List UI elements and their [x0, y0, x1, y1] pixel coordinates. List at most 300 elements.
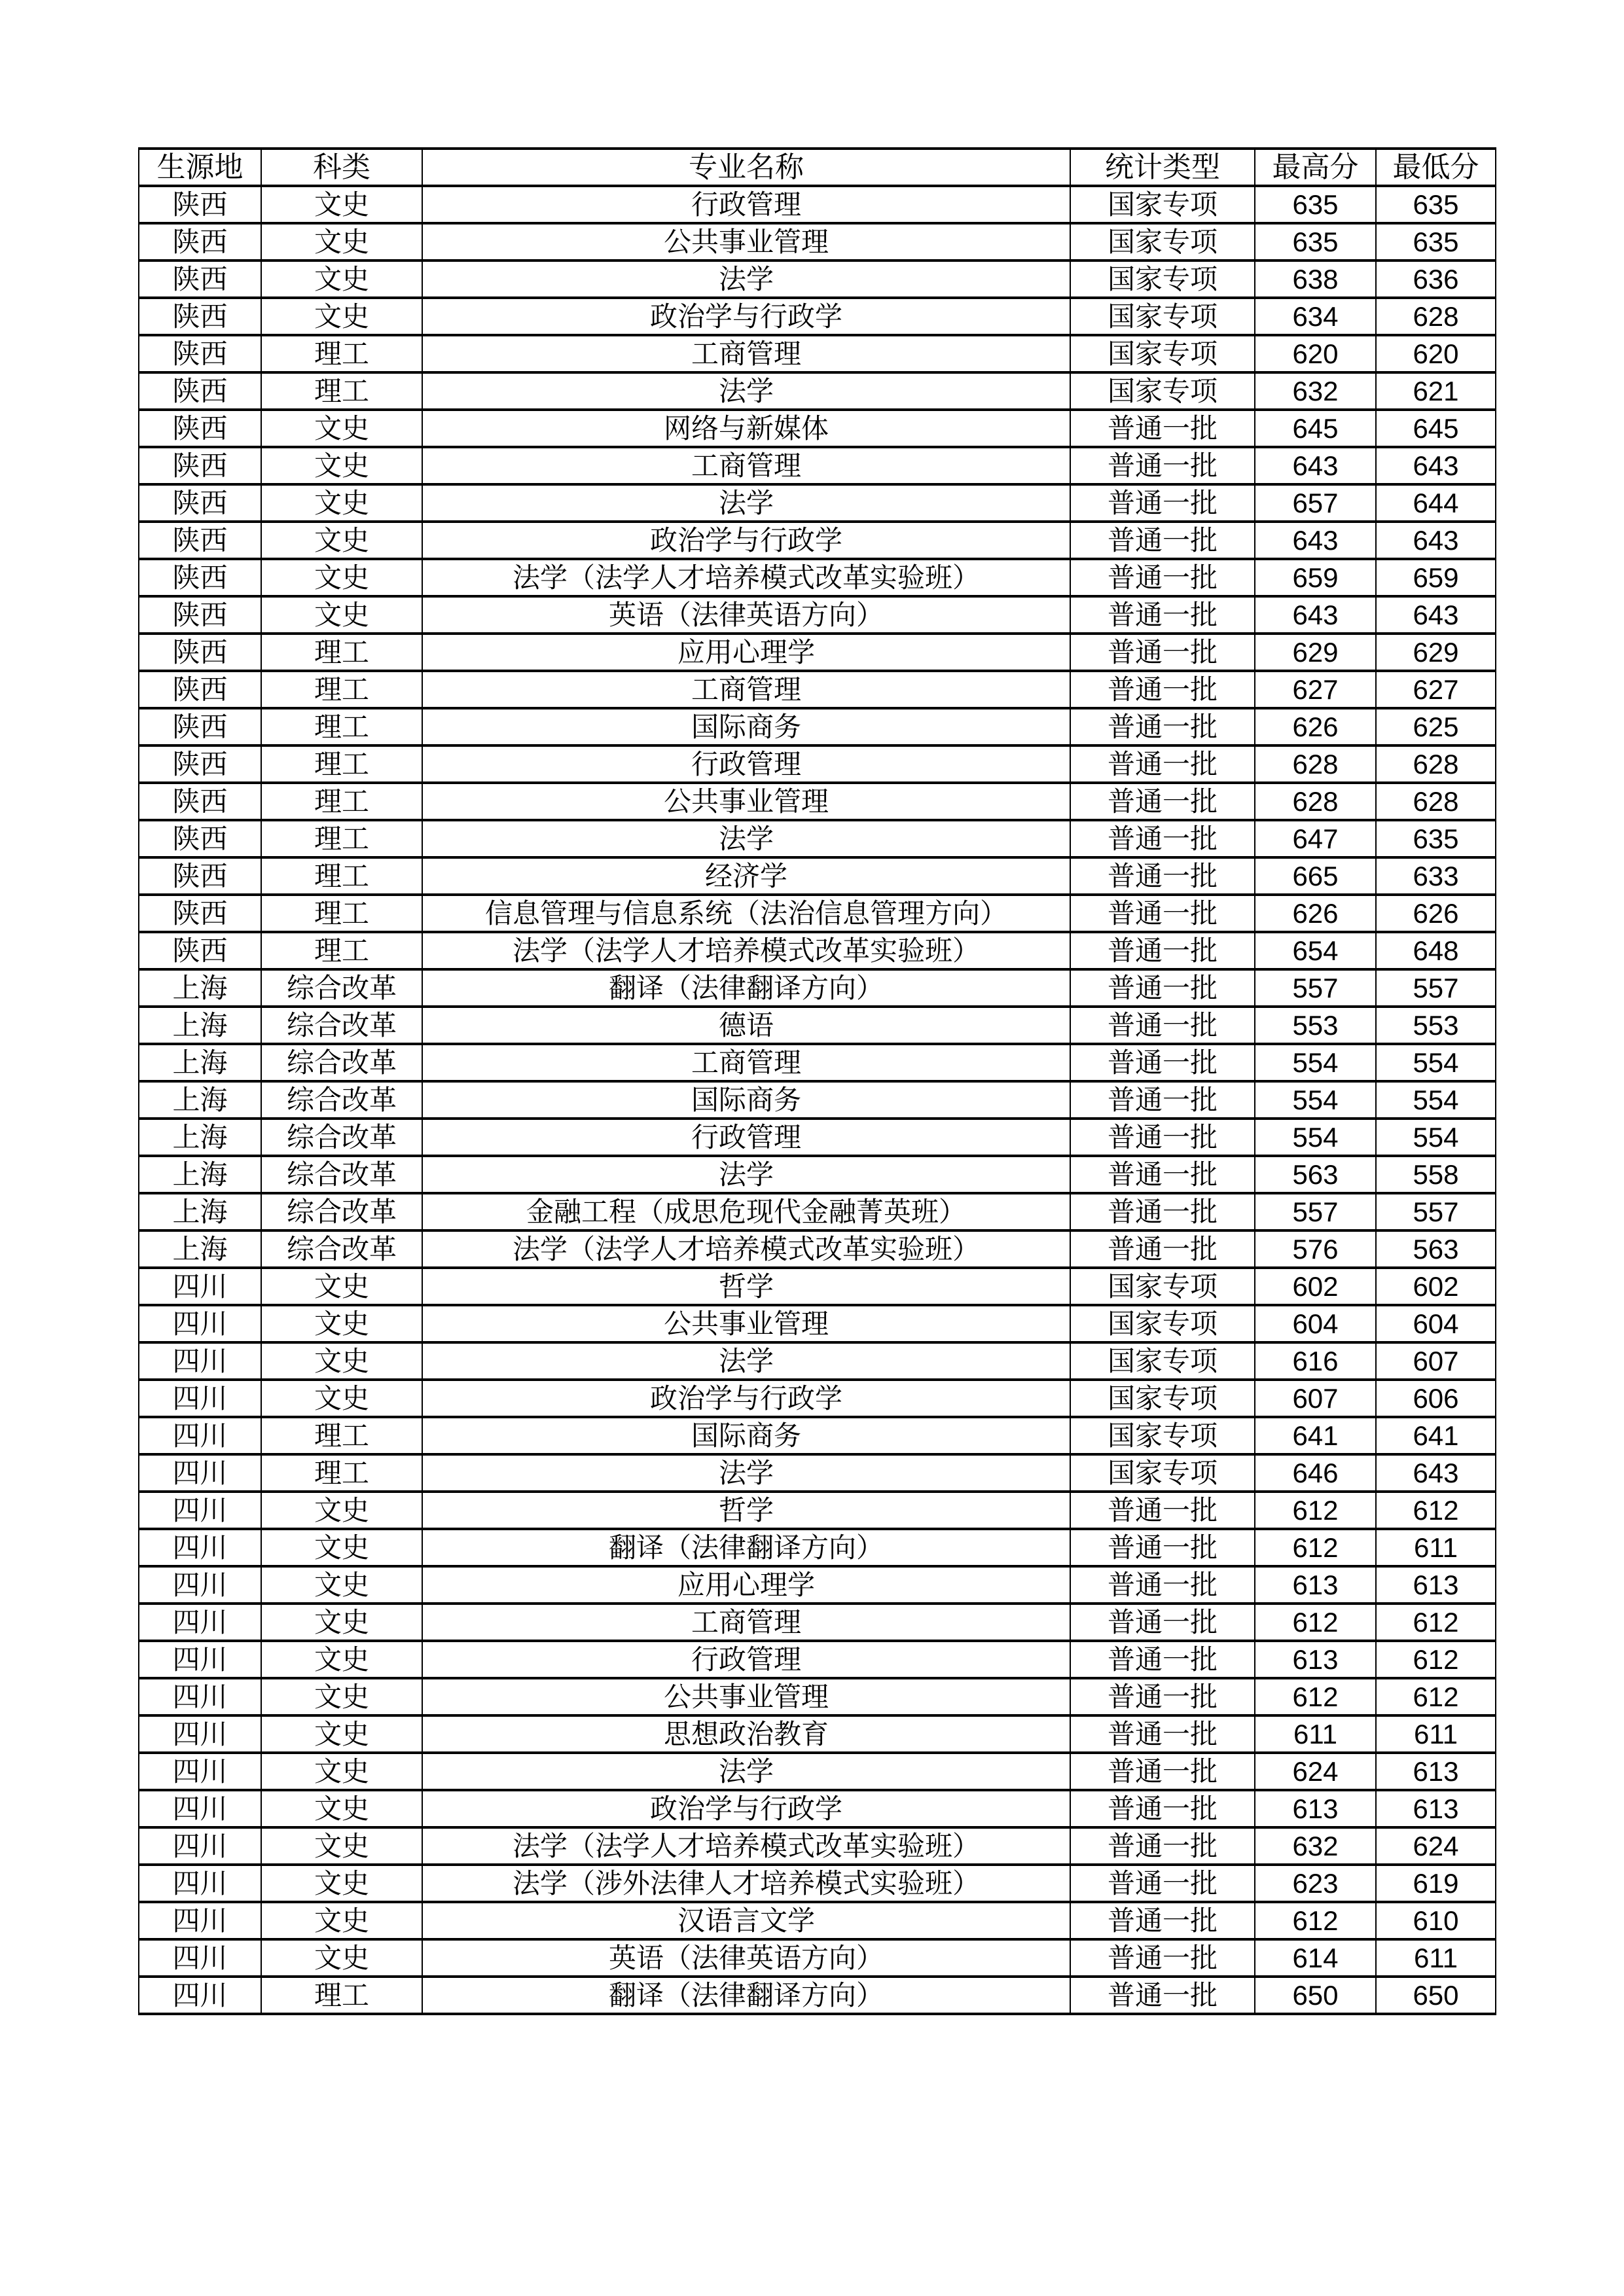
max-score-cell: 643: [1255, 522, 1376, 559]
max-score-cell: 665: [1255, 857, 1376, 895]
stat-type-cell: 普通一批: [1070, 820, 1255, 857]
max-score-cell: 623: [1255, 1865, 1376, 1902]
category-cell: 理工: [261, 671, 422, 708]
origin-cell: 四川: [139, 1939, 261, 1977]
category-cell: 理工: [261, 708, 422, 745]
max-score-cell: 554: [1255, 1081, 1376, 1119]
max-score-cell: 620: [1255, 335, 1376, 372]
min-score-cell: 635: [1376, 223, 1496, 260]
table-row: [139, 260, 1496, 298]
max-score-cell: 626: [1255, 708, 1376, 745]
header-major: 专业名称: [422, 149, 1070, 186]
major-cell: 思想政治教育: [422, 1715, 1070, 1753]
origin-cell: 陕西: [139, 820, 261, 857]
table-row: [139, 1119, 1496, 1156]
min-score-cell: 554: [1376, 1119, 1496, 1156]
stat-type-cell: 普通一批: [1070, 1939, 1255, 1977]
stat-type-cell: 普通一批: [1070, 708, 1255, 745]
min-score-cell: 628: [1376, 745, 1496, 783]
max-score-cell: 632: [1255, 1827, 1376, 1865]
table-row: [139, 1753, 1496, 1790]
table-row: [139, 298, 1496, 335]
category-cell: 理工: [261, 1454, 422, 1492]
major-cell: 法学: [422, 372, 1070, 410]
origin-cell: 陕西: [139, 484, 261, 522]
stat-type-cell: 国家专项: [1070, 1268, 1255, 1305]
table-row: [139, 671, 1496, 708]
category-cell: 综合改革: [261, 1081, 422, 1119]
max-score-cell: 659: [1255, 559, 1376, 596]
header-stat-type: 统计类型: [1070, 149, 1255, 186]
min-score-cell: 612: [1376, 1492, 1496, 1529]
table-row: [139, 1529, 1496, 1566]
stat-type-cell: 普通一批: [1070, 745, 1255, 783]
table-row: [139, 1641, 1496, 1678]
origin-cell: 陕西: [139, 522, 261, 559]
stat-type-cell: 国家专项: [1070, 223, 1255, 260]
major-cell: 翻译（法律翻译方向）: [422, 1529, 1070, 1566]
table-row: [139, 484, 1496, 522]
origin-cell: 陕西: [139, 298, 261, 335]
table-row: [139, 186, 1496, 223]
min-score-cell: 644: [1376, 484, 1496, 522]
table-row: [139, 1342, 1496, 1380]
min-score-cell: 612: [1376, 1604, 1496, 1641]
max-score-cell: 629: [1255, 634, 1376, 671]
min-score-cell: 621: [1376, 372, 1496, 410]
min-score-cell: 554: [1376, 1044, 1496, 1081]
stat-type-cell: 普通一批: [1070, 857, 1255, 895]
max-score-cell: 635: [1255, 223, 1376, 260]
min-score-cell: 635: [1376, 186, 1496, 223]
major-cell: 行政管理: [422, 1119, 1070, 1156]
stat-type-cell: 普通一批: [1070, 1566, 1255, 1604]
max-score-cell: 613: [1255, 1566, 1376, 1604]
min-score-cell: 612: [1376, 1678, 1496, 1715]
origin-cell: 陕西: [139, 745, 261, 783]
min-score-cell: 635: [1376, 820, 1496, 857]
min-score-cell: 613: [1376, 1566, 1496, 1604]
origin-cell: 四川: [139, 1566, 261, 1604]
table-row: [139, 1268, 1496, 1305]
major-cell: 行政管理: [422, 745, 1070, 783]
max-score-cell: 604: [1255, 1305, 1376, 1342]
category-cell: 文史: [261, 1305, 422, 1342]
origin-cell: 上海: [139, 1081, 261, 1119]
max-score-cell: 613: [1255, 1790, 1376, 1827]
origin-cell: 上海: [139, 1156, 261, 1193]
max-score-cell: 632: [1255, 372, 1376, 410]
category-cell: 文史: [261, 1604, 422, 1641]
origin-cell: 四川: [139, 1417, 261, 1454]
major-cell: 英语（法律英语方向）: [422, 596, 1070, 634]
table-row: [139, 223, 1496, 260]
category-cell: 文史: [261, 186, 422, 223]
category-cell: 理工: [261, 745, 422, 783]
stat-type-cell: 普通一批: [1070, 484, 1255, 522]
major-cell: 哲学: [422, 1492, 1070, 1529]
table-row: [139, 1230, 1496, 1268]
category-cell: 文史: [261, 1641, 422, 1678]
origin-cell: 上海: [139, 1193, 261, 1230]
major-cell: 政治学与行政学: [422, 1790, 1070, 1827]
min-score-cell: 612: [1376, 1641, 1496, 1678]
stat-type-cell: 普通一批: [1070, 559, 1255, 596]
major-cell: 金融工程（成思危现代金融菁英班）: [422, 1193, 1070, 1230]
table-header-row: [139, 149, 1496, 186]
major-cell: 法学（法学人才培养模式改革实验班）: [422, 559, 1070, 596]
category-cell: 文史: [261, 1342, 422, 1380]
major-cell: 法学（法学人才培养模式改革实验班）: [422, 1827, 1070, 1865]
max-score-cell: 645: [1255, 410, 1376, 447]
stat-type-cell: 普通一批: [1070, 1007, 1255, 1044]
stat-type-cell: 普通一批: [1070, 522, 1255, 559]
category-cell: 综合改革: [261, 1230, 422, 1268]
max-score-cell: 557: [1255, 1193, 1376, 1230]
min-score-cell: 554: [1376, 1081, 1496, 1119]
origin-cell: 陕西: [139, 186, 261, 223]
category-cell: 理工: [261, 1977, 422, 2014]
stat-type-cell: 普通一批: [1070, 1641, 1255, 1678]
major-cell: 国际商务: [422, 708, 1070, 745]
major-cell: 法学: [422, 820, 1070, 857]
category-cell: 综合改革: [261, 1007, 422, 1044]
max-score-cell: 576: [1255, 1230, 1376, 1268]
stat-type-cell: 国家专项: [1070, 1380, 1255, 1417]
table-row: [139, 1007, 1496, 1044]
min-score-cell: 558: [1376, 1156, 1496, 1193]
origin-cell: 四川: [139, 1641, 261, 1678]
table-row: [139, 1081, 1496, 1119]
max-score-cell: 614: [1255, 1939, 1376, 1977]
max-score-cell: 643: [1255, 447, 1376, 484]
table-row: [139, 1380, 1496, 1417]
major-cell: 工商管理: [422, 1604, 1070, 1641]
major-cell: 法学: [422, 1753, 1070, 1790]
category-cell: 理工: [261, 857, 422, 895]
stat-type-cell: 普通一批: [1070, 1604, 1255, 1641]
major-cell: 公共事业管理: [422, 223, 1070, 260]
category-cell: 文史: [261, 1529, 422, 1566]
max-score-cell: 612: [1255, 1902, 1376, 1939]
stat-type-cell: 国家专项: [1070, 372, 1255, 410]
min-score-cell: 619: [1376, 1865, 1496, 1902]
category-cell: 文史: [261, 410, 422, 447]
table-row: [139, 969, 1496, 1007]
max-score-cell: 646: [1255, 1454, 1376, 1492]
origin-cell: 四川: [139, 1790, 261, 1827]
table-row: [139, 596, 1496, 634]
table-row: [139, 1305, 1496, 1342]
min-score-cell: 604: [1376, 1305, 1496, 1342]
category-cell: 文史: [261, 522, 422, 559]
origin-cell: 四川: [139, 1977, 261, 2014]
origin-cell: 陕西: [139, 783, 261, 820]
stat-type-cell: 普通一批: [1070, 1230, 1255, 1268]
major-cell: 国际商务: [422, 1081, 1070, 1119]
max-score-cell: 557: [1255, 969, 1376, 1007]
max-score-cell: 654: [1255, 932, 1376, 969]
max-score-cell: 616: [1255, 1342, 1376, 1380]
origin-cell: 四川: [139, 1753, 261, 1790]
stat-type-cell: 普通一批: [1070, 447, 1255, 484]
category-cell: 文史: [261, 1715, 422, 1753]
origin-cell: 陕西: [139, 932, 261, 969]
category-cell: 理工: [261, 895, 422, 932]
origin-cell: 四川: [139, 1492, 261, 1529]
origin-cell: 陕西: [139, 559, 261, 596]
origin-cell: 四川: [139, 1715, 261, 1753]
origin-cell: 四川: [139, 1342, 261, 1380]
major-cell: 信息管理与信息系统（法治信息管理方向）: [422, 895, 1070, 932]
min-score-cell: 628: [1376, 298, 1496, 335]
min-score-cell: 611: [1376, 1939, 1496, 1977]
stat-type-cell: 普通一批: [1070, 1678, 1255, 1715]
category-cell: 文史: [261, 484, 422, 522]
min-score-cell: 624: [1376, 1827, 1496, 1865]
min-score-cell: 643: [1376, 596, 1496, 634]
origin-cell: 陕西: [139, 335, 261, 372]
max-score-cell: 626: [1255, 895, 1376, 932]
table-row: [139, 708, 1496, 745]
table-row: [139, 1939, 1496, 1977]
category-cell: 文史: [261, 298, 422, 335]
min-score-cell: 563: [1376, 1230, 1496, 1268]
category-cell: 文史: [261, 1268, 422, 1305]
stat-type-cell: 普通一批: [1070, 671, 1255, 708]
major-cell: 行政管理: [422, 186, 1070, 223]
stat-type-cell: 国家专项: [1070, 335, 1255, 372]
table-row: [139, 410, 1496, 447]
stat-type-cell: 普通一批: [1070, 596, 1255, 634]
major-cell: 政治学与行政学: [422, 522, 1070, 559]
stat-type-cell: 普通一批: [1070, 410, 1255, 447]
origin-cell: 陕西: [139, 895, 261, 932]
table-row: [139, 1902, 1496, 1939]
category-cell: 文史: [261, 1790, 422, 1827]
major-cell: 公共事业管理: [422, 1678, 1070, 1715]
max-score-cell: 563: [1255, 1156, 1376, 1193]
min-score-cell: 607: [1376, 1342, 1496, 1380]
stat-type-cell: 普通一批: [1070, 969, 1255, 1007]
min-score-cell: 557: [1376, 969, 1496, 1007]
max-score-cell: 607: [1255, 1380, 1376, 1417]
category-cell: 理工: [261, 1417, 422, 1454]
max-score-cell: 624: [1255, 1753, 1376, 1790]
category-cell: 综合改革: [261, 969, 422, 1007]
min-score-cell: 606: [1376, 1380, 1496, 1417]
table-row: [139, 1156, 1496, 1193]
header-max-score: 最高分: [1255, 149, 1376, 186]
category-cell: 综合改革: [261, 1119, 422, 1156]
major-cell: 法学（法学人才培养模式改革实验班）: [422, 1230, 1070, 1268]
category-cell: 理工: [261, 783, 422, 820]
major-cell: 工商管理: [422, 335, 1070, 372]
max-score-cell: 657: [1255, 484, 1376, 522]
max-score-cell: 643: [1255, 596, 1376, 634]
stat-type-cell: 普通一批: [1070, 1156, 1255, 1193]
stat-type-cell: 普通一批: [1070, 634, 1255, 671]
table-row: [139, 1044, 1496, 1081]
max-score-cell: 627: [1255, 671, 1376, 708]
table-row: [139, 1827, 1496, 1865]
category-cell: 理工: [261, 634, 422, 671]
major-cell: 法学: [422, 1342, 1070, 1380]
major-cell: 英语（法律英语方向）: [422, 1939, 1070, 1977]
category-cell: 文史: [261, 1827, 422, 1865]
stat-type-cell: 普通一批: [1070, 1081, 1255, 1119]
min-score-cell: 645: [1376, 410, 1496, 447]
origin-cell: 四川: [139, 1865, 261, 1902]
max-score-cell: 612: [1255, 1604, 1376, 1641]
major-cell: 翻译（法律翻译方向）: [422, 969, 1070, 1007]
category-cell: 文史: [261, 1753, 422, 1790]
table-row: [139, 335, 1496, 372]
stat-type-cell: 普通一批: [1070, 1193, 1255, 1230]
stat-type-cell: 普通一批: [1070, 895, 1255, 932]
min-score-cell: 611: [1376, 1529, 1496, 1566]
origin-cell: 上海: [139, 1007, 261, 1044]
table-row: [139, 634, 1496, 671]
table-row: [139, 447, 1496, 484]
stat-type-cell: 普通一批: [1070, 1715, 1255, 1753]
stat-type-cell: 普通一批: [1070, 1753, 1255, 1790]
min-score-cell: 659: [1376, 559, 1496, 596]
min-score-cell: 613: [1376, 1753, 1496, 1790]
min-score-cell: 641: [1376, 1417, 1496, 1454]
min-score-cell: 633: [1376, 857, 1496, 895]
header-origin: 生源地: [139, 149, 261, 186]
admission-scores-table: [138, 147, 1496, 2015]
major-cell: 公共事业管理: [422, 783, 1070, 820]
origin-cell: 陕西: [139, 708, 261, 745]
major-cell: 法学（涉外法律人才培养模式实验班）: [422, 1865, 1070, 1902]
table-row: [139, 1977, 1496, 2014]
category-cell: 文史: [261, 1566, 422, 1604]
max-score-cell: 612: [1255, 1678, 1376, 1715]
table-body: [139, 186, 1496, 2014]
category-cell: 文史: [261, 1902, 422, 1939]
origin-cell: 陕西: [139, 671, 261, 708]
origin-cell: 四川: [139, 1454, 261, 1492]
major-cell: 法学: [422, 1156, 1070, 1193]
header-category: 科类: [261, 149, 422, 186]
table-row: [139, 783, 1496, 820]
min-score-cell: 553: [1376, 1007, 1496, 1044]
major-cell: 翻译（法律翻译方向）: [422, 1977, 1070, 2014]
min-score-cell: 648: [1376, 932, 1496, 969]
table-row: [139, 1678, 1496, 1715]
min-score-cell: 611: [1376, 1715, 1496, 1753]
stat-type-cell: 普通一批: [1070, 1865, 1255, 1902]
stat-type-cell: 普通一批: [1070, 1529, 1255, 1566]
category-cell: 文史: [261, 596, 422, 634]
min-score-cell: 626: [1376, 895, 1496, 932]
origin-cell: 四川: [139, 1268, 261, 1305]
origin-cell: 上海: [139, 1230, 261, 1268]
origin-cell: 四川: [139, 1380, 261, 1417]
stat-type-cell: 国家专项: [1070, 1417, 1255, 1454]
table-row: [139, 1193, 1496, 1230]
major-cell: 公共事业管理: [422, 1305, 1070, 1342]
category-cell: 综合改革: [261, 1156, 422, 1193]
min-score-cell: 610: [1376, 1902, 1496, 1939]
min-score-cell: 636: [1376, 260, 1496, 298]
table-row: [139, 1492, 1496, 1529]
table-row: [139, 857, 1496, 895]
major-cell: 汉语言文学: [422, 1902, 1070, 1939]
major-cell: 法学: [422, 260, 1070, 298]
stat-type-cell: 普通一批: [1070, 1827, 1255, 1865]
table-row: [139, 522, 1496, 559]
stat-type-cell: 普通一批: [1070, 1044, 1255, 1081]
min-score-cell: 602: [1376, 1268, 1496, 1305]
min-score-cell: 628: [1376, 783, 1496, 820]
table-row: [139, 1566, 1496, 1604]
origin-cell: 陕西: [139, 634, 261, 671]
origin-cell: 陕西: [139, 410, 261, 447]
min-score-cell: 629: [1376, 634, 1496, 671]
major-cell: 哲学: [422, 1268, 1070, 1305]
category-cell: 文史: [261, 1492, 422, 1529]
origin-cell: 上海: [139, 1119, 261, 1156]
table-row: [139, 932, 1496, 969]
origin-cell: 四川: [139, 1305, 261, 1342]
stat-type-cell: 国家专项: [1070, 260, 1255, 298]
max-score-cell: 638: [1255, 260, 1376, 298]
max-score-cell: 553: [1255, 1007, 1376, 1044]
stat-type-cell: 国家专项: [1070, 1305, 1255, 1342]
max-score-cell: 613: [1255, 1641, 1376, 1678]
major-cell: 政治学与行政学: [422, 1380, 1070, 1417]
major-cell: 应用心理学: [422, 634, 1070, 671]
category-cell: 综合改革: [261, 1044, 422, 1081]
category-cell: 文史: [261, 1380, 422, 1417]
stat-type-cell: 普通一批: [1070, 783, 1255, 820]
origin-cell: 四川: [139, 1529, 261, 1566]
max-score-cell: 612: [1255, 1492, 1376, 1529]
major-cell: 法学（法学人才培养模式改革实验班）: [422, 932, 1070, 969]
table-row: [139, 1865, 1496, 1902]
category-cell: 文史: [261, 1678, 422, 1715]
table-row: [139, 559, 1496, 596]
category-cell: 理工: [261, 820, 422, 857]
stat-type-cell: 普通一批: [1070, 932, 1255, 969]
header-min-score: 最低分: [1376, 149, 1496, 186]
major-cell: 工商管理: [422, 1044, 1070, 1081]
table-row: [139, 820, 1496, 857]
origin-cell: 四川: [139, 1827, 261, 1865]
major-cell: 经济学: [422, 857, 1070, 895]
table-row: [139, 1715, 1496, 1753]
max-score-cell: 612: [1255, 1529, 1376, 1566]
max-score-cell: 554: [1255, 1044, 1376, 1081]
category-cell: 文史: [261, 223, 422, 260]
origin-cell: 陕西: [139, 223, 261, 260]
min-score-cell: 625: [1376, 708, 1496, 745]
min-score-cell: 643: [1376, 1454, 1496, 1492]
origin-cell: 四川: [139, 1902, 261, 1939]
table-row: [139, 372, 1496, 410]
stat-type-cell: 国家专项: [1070, 1342, 1255, 1380]
stat-type-cell: 国家专项: [1070, 1454, 1255, 1492]
max-score-cell: 634: [1255, 298, 1376, 335]
max-score-cell: 628: [1255, 745, 1376, 783]
stat-type-cell: 国家专项: [1070, 186, 1255, 223]
category-cell: 文史: [261, 260, 422, 298]
stat-type-cell: 普通一批: [1070, 1902, 1255, 1939]
min-score-cell: 643: [1376, 447, 1496, 484]
